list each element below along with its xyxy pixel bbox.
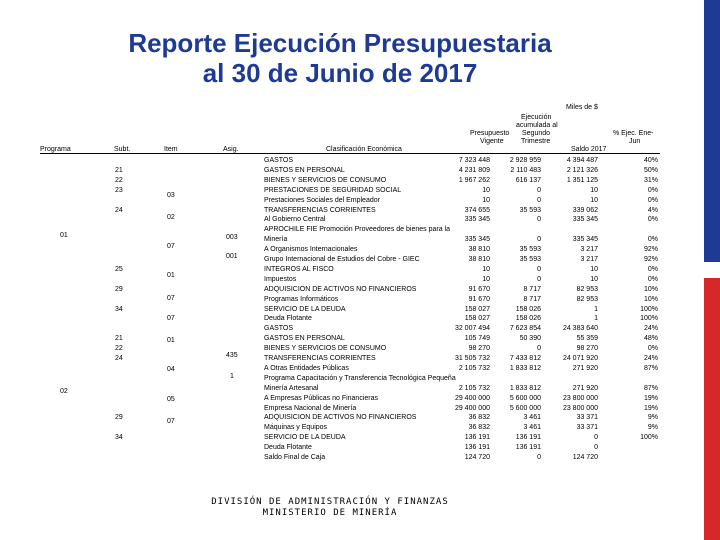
cell-saldo: 33 371 <box>576 424 598 432</box>
cell-ejecucion: 5 600 000 <box>509 404 541 412</box>
cell-saldo: 33 371 <box>576 414 598 422</box>
cell-presupuesto: 105 749 <box>464 335 490 343</box>
cell-ejecucion: 35 593 <box>519 256 541 263</box>
flag-stripe <box>704 0 720 540</box>
cell-saldo: 1 351 125 <box>566 176 598 184</box>
cell-presupuesto: 124 720 <box>464 454 490 461</box>
footer-ministry: MINISTERIO DE MINERÍA <box>262 508 398 518</box>
item-07a: 07 <box>167 243 175 250</box>
cell-ejecucion: 158 026 <box>515 305 541 313</box>
cell-presupuesto: 32 007 494 <box>454 325 490 333</box>
cell-presupuesto: 136 191 <box>464 434 490 442</box>
cell-pct: 24% <box>643 325 658 333</box>
cell-ejecucion: 8 717 <box>523 285 541 293</box>
header-programa: Programa <box>40 146 71 153</box>
cell-desc: Minería <box>264 236 288 244</box>
cell-saldo: 82 953 <box>576 285 598 293</box>
cell-pct: 92% <box>643 246 658 254</box>
cell-ejecucion: 50 390 <box>519 335 541 343</box>
cell-saldo: 4 394 487 <box>566 157 598 164</box>
cell-desc: ADQUISICION DE ACTIVOS NO FINANCIEROS <box>264 285 417 293</box>
cell-presupuesto: 10 <box>482 275 490 283</box>
cell-saldo: 10 <box>590 196 598 204</box>
cell-desc: Deuda Flotante <box>264 315 312 323</box>
header-ejecucion-1: Ejecución <box>521 114 552 121</box>
cell-presupuesto: 335 345 <box>464 216 490 224</box>
cell-desc: Grupo Internacional de Estudios del Cobre - GIEC <box>264 256 420 263</box>
cell-subt: 34 <box>115 305 123 313</box>
cell-desc: A Organismos Internacionales <box>264 246 358 254</box>
cell-desc: Máquinas y Equipos <box>264 424 328 432</box>
cell-pct: 19% <box>643 394 658 402</box>
cell-ejecucion: 0 <box>537 236 541 244</box>
header-item: Item <box>164 146 178 153</box>
cell-pct: 9% <box>647 414 658 422</box>
cell-pct: 24% <box>643 355 658 362</box>
cell-desc: Saldo Final de Caja <box>264 454 326 461</box>
cell-ejecucion: 1 833 812 <box>509 384 541 392</box>
header-saldo: Saldo 2017 <box>571 146 607 153</box>
cell-presupuesto: 10 <box>482 265 490 273</box>
cell-ejecucion: 616 137 <box>515 176 541 184</box>
asig-003: 003 <box>226 234 238 241</box>
cell-pct: 100% <box>640 315 658 323</box>
cell-presupuesto: 136 191 <box>464 444 490 452</box>
cell-desc: BIENES Y SERVICIOS DE CONSUMO <box>264 345 387 353</box>
cell-saldo: 3 217 <box>580 256 598 263</box>
cell-presupuesto: 158 027 <box>464 315 490 323</box>
cell-desc: TRANSFERENCIAS CORRIENTES <box>264 355 376 362</box>
cell-desc: Prestaciones Sociales del Empleador <box>264 196 380 204</box>
header-clasificacion: Clasificación Económica <box>326 146 402 153</box>
cell-pct: 40% <box>643 157 658 164</box>
cell-desc: GASTOS EN PERSONAL <box>264 335 345 343</box>
cell-pct: 50% <box>643 166 658 174</box>
cell-subt: 24 <box>115 355 123 362</box>
item-04: 04 <box>167 366 175 373</box>
cell-subt: 34 <box>115 434 123 442</box>
cell-pct: 0% <box>647 265 658 273</box>
cell-presupuesto: 374 655 <box>464 206 490 214</box>
cell-pct: 0% <box>647 186 658 194</box>
cell-presupuesto: 38 810 <box>468 246 490 254</box>
report-subtitle: al 30 de Junio de 2017 <box>202 58 478 88</box>
cell-subt: 21 <box>115 166 123 174</box>
cell-ejecucion: 3 461 <box>523 424 541 432</box>
cell-subt: 22 <box>115 176 123 184</box>
cell-subt: 25 <box>115 265 123 273</box>
cell-ejecucion: 0 <box>537 216 541 224</box>
programa-01: 01 <box>60 232 68 239</box>
cell-presupuesto: 4 231 809 <box>458 166 490 174</box>
header-ejecucion-3: Segundo <box>522 130 551 137</box>
header-ejecucion-2: acumulada al <box>516 122 558 129</box>
item-01a: 01 <box>167 272 175 279</box>
cell-saldo: 82 953 <box>576 295 598 303</box>
cell-saldo: 24 071 920 <box>562 355 598 362</box>
cell-ejecucion: 8 717 <box>523 295 541 303</box>
cell-pct: 10% <box>643 285 658 293</box>
item-01b: 01 <box>167 337 175 344</box>
cell-presupuesto: 91 670 <box>468 285 490 293</box>
cell-pct: 0% <box>647 216 658 224</box>
cell-pct: 19% <box>643 404 658 412</box>
cell-presupuesto: 335 345 <box>464 236 490 244</box>
cell-desc: Minería Artesanal <box>264 384 319 392</box>
cell-saldo: 0 <box>594 444 598 452</box>
cell-pct: 0% <box>647 345 658 353</box>
cell-ejecucion: 136 191 <box>515 434 541 442</box>
cell-ejecucion: 2 110 483 <box>510 166 541 174</box>
cell-presupuesto: 36 832 <box>468 424 490 432</box>
cell-pct: 0% <box>647 275 658 283</box>
cell-desc: INTEGROS AL FISCO <box>264 265 334 273</box>
cell-desc: A Otras Entidades Públicas <box>264 364 349 372</box>
item-02: 02 <box>167 214 175 221</box>
cell-saldo: 335 345 <box>572 216 598 224</box>
cell-saldo: 10 <box>590 275 598 283</box>
cell-desc: Programa Capacitación y Transferencia Tecnológica Pequeña <box>264 374 456 382</box>
header-pct-2: Jun <box>629 138 641 145</box>
header-presupuesto-2: Vigente <box>480 138 504 145</box>
cell-ejecucion: 0 <box>537 454 541 461</box>
cell-subt: 23 <box>115 186 123 194</box>
cell-saldo: 24 383 640 <box>562 325 598 333</box>
cell-desc: Empresa Nacional de Minería <box>264 404 357 412</box>
cell-presupuesto: 29 400 000 <box>454 394 490 402</box>
cell-desc: Al Gobierno Central <box>264 216 326 224</box>
cell-presupuesto: 1 967 262 <box>458 176 490 184</box>
cell-pct: 48% <box>643 335 658 343</box>
cell-ejecucion: 0 <box>537 265 541 273</box>
cell-pct: 100% <box>640 434 658 442</box>
cell-saldo: 0 <box>594 434 598 442</box>
cell-saldo: 1 <box>594 305 598 313</box>
cell-ejecucion: 0 <box>537 196 541 204</box>
cell-saldo: 10 <box>590 265 598 273</box>
cell-saldo: 1 <box>594 315 598 323</box>
cell-ejecucion: 7 433 812 <box>509 355 541 362</box>
cell-ejecucion: 158 026 <box>515 315 541 323</box>
cell-desc: BIENES Y SERVICIOS DE CONSUMO <box>264 176 387 184</box>
cell-ejecucion: 136 191 <box>515 444 541 452</box>
cell-desc: A Empresas Públicas no Financieras <box>264 394 378 402</box>
cell-presupuesto: 10 <box>482 196 490 204</box>
cell-subt: 22 <box>115 345 123 353</box>
cell-ejecucion: 35 593 <box>519 206 541 214</box>
cell-desc: TRANSFERENCIAS CORRIENTES <box>264 206 376 214</box>
item-07b: 07 <box>167 295 175 302</box>
cell-saldo: 23 800 000 <box>562 394 598 402</box>
cell-desc: APROCHILE FIE Promoción Proveedores de bienes para la <box>264 226 450 234</box>
cell-desc: GASTOS <box>264 325 294 333</box>
cell-desc: Programas Informáticos <box>264 295 339 303</box>
cell-presupuesto: 2 105 732 <box>458 364 490 372</box>
item-05: 05 <box>167 396 175 403</box>
flag-blue-band <box>704 0 720 270</box>
cell-desc: SERVICIO DE LA DEUDA <box>264 434 346 442</box>
cell-presupuesto: 158 027 <box>464 305 490 313</box>
cell-subt: 24 <box>115 206 123 214</box>
cell-saldo: 55 359 <box>576 335 598 343</box>
cell-saldo: 124 720 <box>572 454 598 461</box>
cell-presupuesto: 2 105 732 <box>458 384 490 392</box>
cell-pct: 0% <box>647 236 658 244</box>
cell-pct: 0% <box>647 196 658 204</box>
footer-division: DIVISIÓN DE ADMINISTRACIÓN Y FINANZAS <box>211 497 449 507</box>
cell-presupuesto: 36 832 <box>468 414 490 422</box>
cell-desc: Impuestos <box>264 275 297 283</box>
cell-saldo: 23 800 000 <box>562 404 598 412</box>
cell-presupuesto: 29 400 000 <box>454 404 490 412</box>
units-label: Miles de $ <box>566 104 598 111</box>
cell-desc: GASTOS <box>264 157 294 164</box>
cell-presupuesto: 38 810 <box>468 256 490 263</box>
item-07d: 07 <box>167 418 175 425</box>
asig-001: 001 <box>226 253 238 260</box>
cell-presupuesto: 7 323 448 <box>458 157 490 164</box>
cell-ejecucion: 0 <box>537 186 541 194</box>
cell-ejecucion: 0 <box>537 345 541 353</box>
cell-ejecucion: 2 928 959 <box>509 157 541 164</box>
cell-presupuesto: 31 505 732 <box>454 355 490 362</box>
cell-saldo: 271 920 <box>572 364 598 372</box>
cell-pct: 9% <box>647 424 658 432</box>
asig-435: 435 <box>226 352 238 359</box>
cell-saldo: 98 270 <box>576 345 598 353</box>
cell-pct: 4% <box>647 206 658 214</box>
cell-pct: 87% <box>643 364 658 372</box>
cell-saldo: 10 <box>590 186 598 194</box>
cell-saldo: 271 920 <box>572 384 598 392</box>
cell-desc: Deuda Flotante <box>264 444 312 452</box>
header-rule <box>40 153 660 154</box>
cell-presupuesto: 10 <box>482 186 490 194</box>
cell-ejecucion: 3 461 <box>523 414 541 422</box>
cell-ejecucion: 1 833 812 <box>509 364 541 372</box>
item-07c: 07 <box>167 315 175 322</box>
cell-pct: 87% <box>643 384 658 392</box>
cell-subt: 29 <box>115 414 123 422</box>
cell-saldo: 339 062 <box>572 206 598 214</box>
cell-ejecucion: 35 593 <box>519 246 541 254</box>
cell-desc: ADQUISICION DE ACTIVOS NO FINANCIEROS <box>264 414 417 422</box>
header-asig: Asig. <box>223 146 239 153</box>
asig-1: 1 <box>230 373 234 380</box>
cell-pct: 92% <box>643 256 658 263</box>
cell-subt: 29 <box>115 285 123 293</box>
report-title: Reporte Ejecución Presupuestaria <box>128 28 552 58</box>
programa-02: 02 <box>60 388 68 395</box>
flag-red-band <box>704 270 720 540</box>
cell-ejecucion: 5 600 000 <box>509 394 541 402</box>
cell-saldo: 335 345 <box>572 236 598 244</box>
header-presupuesto-1: Presupuesto <box>470 130 510 137</box>
cell-saldo: 2 121 326 <box>566 166 598 174</box>
header-ejecucion-4: Trimestre <box>521 138 551 145</box>
cell-desc: PRESTACIONES DE SEGURIDAD SOCIAL <box>264 186 402 194</box>
cell-pct: 10% <box>643 295 658 303</box>
header-pct-1: % Ejec. Ene- <box>613 130 654 137</box>
cell-presupuesto: 91 670 <box>468 295 490 303</box>
item-03: 03 <box>167 192 175 199</box>
cell-subt: 21 <box>115 335 123 343</box>
cell-pct: 100% <box>640 305 658 313</box>
cell-saldo: 3 217 <box>580 246 598 254</box>
cell-pct: 31% <box>643 176 658 184</box>
cell-presupuesto: 98 270 <box>468 345 490 353</box>
cell-desc: GASTOS EN PERSONAL <box>264 166 345 174</box>
cell-ejecucion: 0 <box>537 275 541 283</box>
cell-ejecucion: 7 623 854 <box>509 325 541 333</box>
cell-desc: SERVICIO DE LA DEUDA <box>264 305 346 313</box>
flag-star <box>704 262 720 278</box>
header-subt: Subt. <box>114 146 131 153</box>
